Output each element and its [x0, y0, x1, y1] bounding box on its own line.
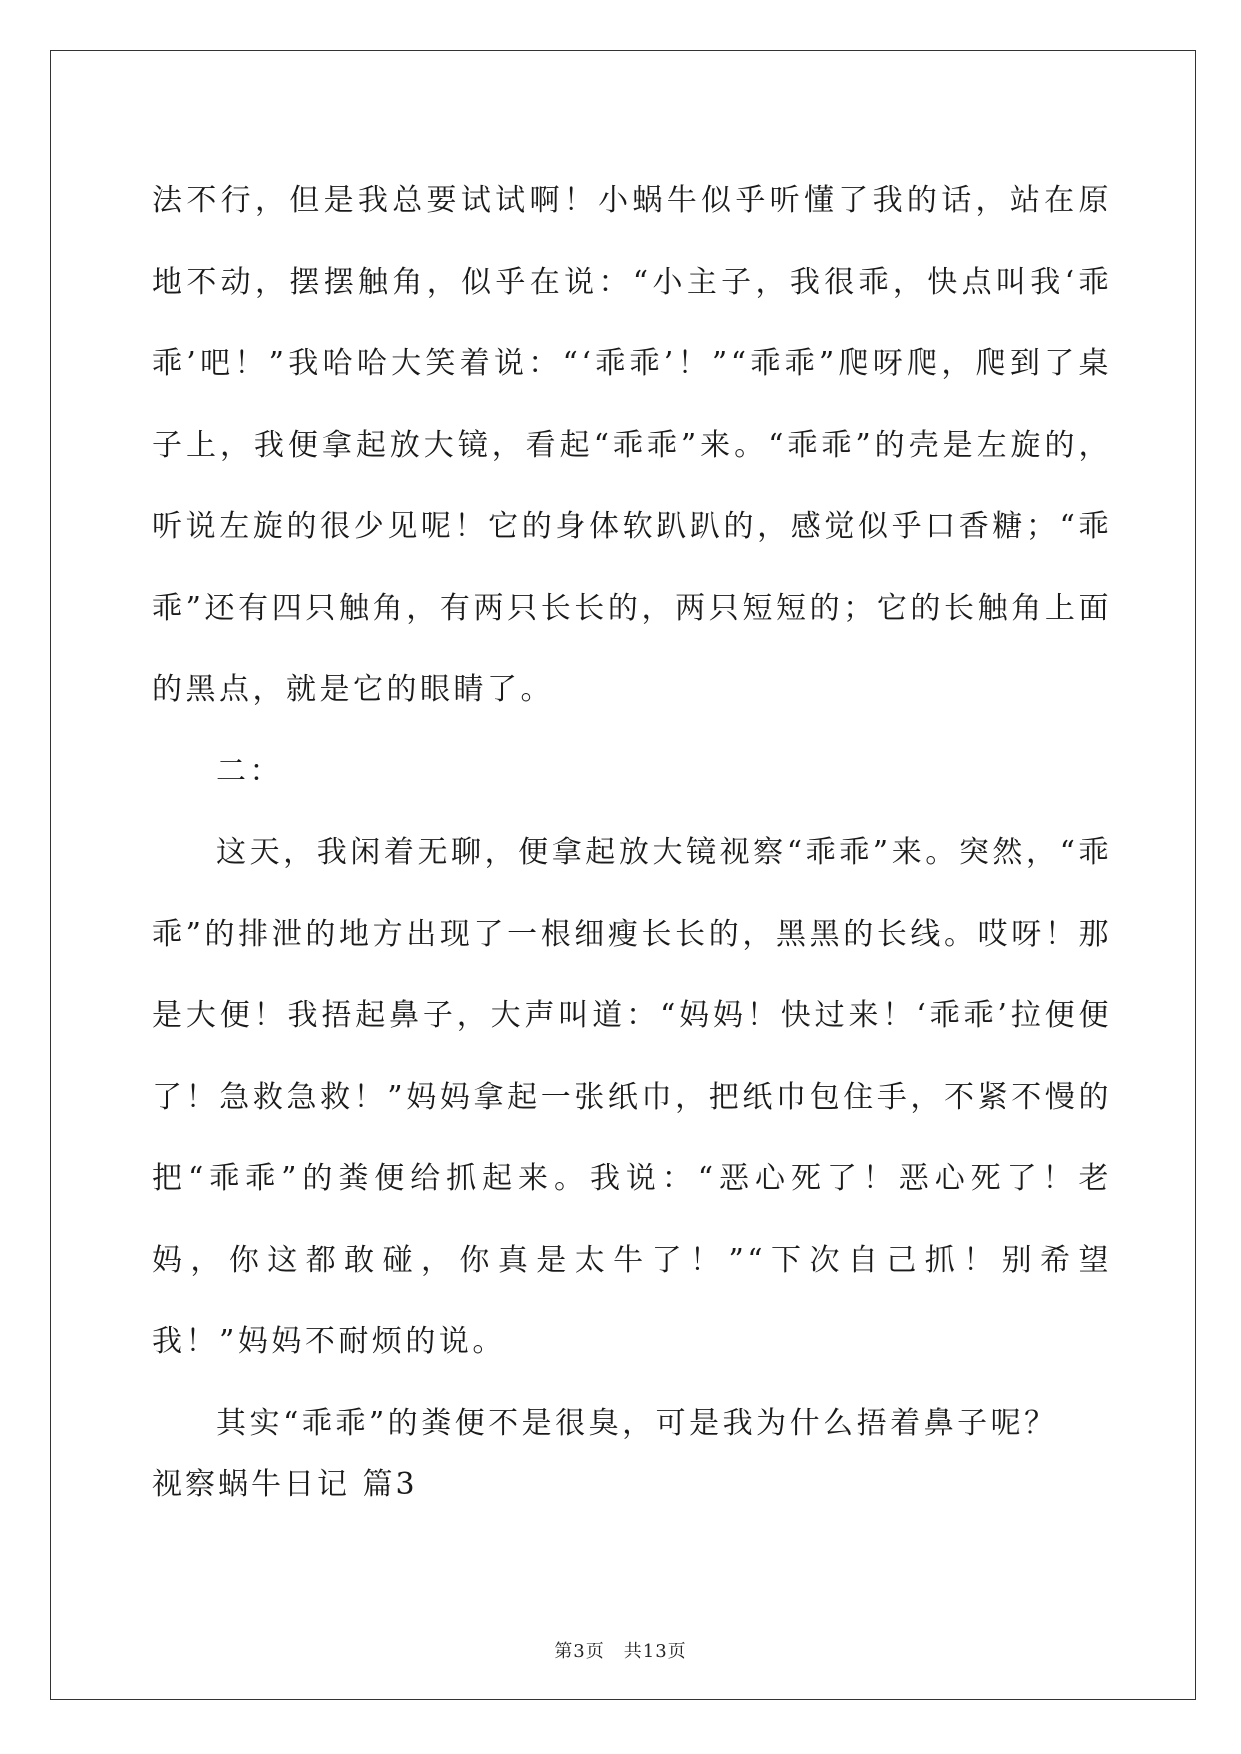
paragraph-4: 其实“乖乖”的粪便不是很臭，可是我为什么捂着鼻子呢？ — [216, 1405, 1058, 1441]
document-body — [152, 160, 1112, 1464]
paragraph-2: 二： — [216, 753, 283, 789]
paragraph-1: 法不行，但是我总要试试啊！小蜗牛似乎听懂了我的话，站在原地不动，摆摆触角，似乎在说：“小主子，我很乖，快点叫我‘乖乖’吧！”我哈哈大笑着说：“‘乖乖’！”“乖乖”爬呀爬，爬到了桌子上，我便拿起放大镜，看起“乖乖”来。“乖乖”的壳是左旋的，听说左旋的很少见呢！它的身体软趴趴的，感觉似乎口香糖；“乖乖”还有四只触角，有两只长长的，两只短短的；它的长触角上面的黑点，就是它的眼睛了。 — [152, 183, 1112, 707]
section-heading: 视察蜗牛日记 篇3 — [152, 1467, 418, 1502]
page-footer — [0, 1637, 1241, 1663]
page-number: 第3页 共13页 — [554, 1641, 687, 1662]
paragraph-3: 这天，我闲着无聊，便拿起放大镜视察“乖乖”来。突然，“乖乖”的排泄的地方出现了一根细瘦长长的，黑黑的长线。哎呀！那是大便！我捂起鼻子，大声叫道：“妈妈！快过来！‘乖乖’拉便便了！急救急救！”妈妈拿起一张纸巾，把纸巾包住手，不紧不慢的把“乖乖”的粪便给抓起来。我说：“恶心死了！恶心死了！老妈，你这都敢碰，你真是太牛了！”“下次自己抓！别希望我！”妈妈不耐烦的说。 — [152, 835, 1112, 1359]
